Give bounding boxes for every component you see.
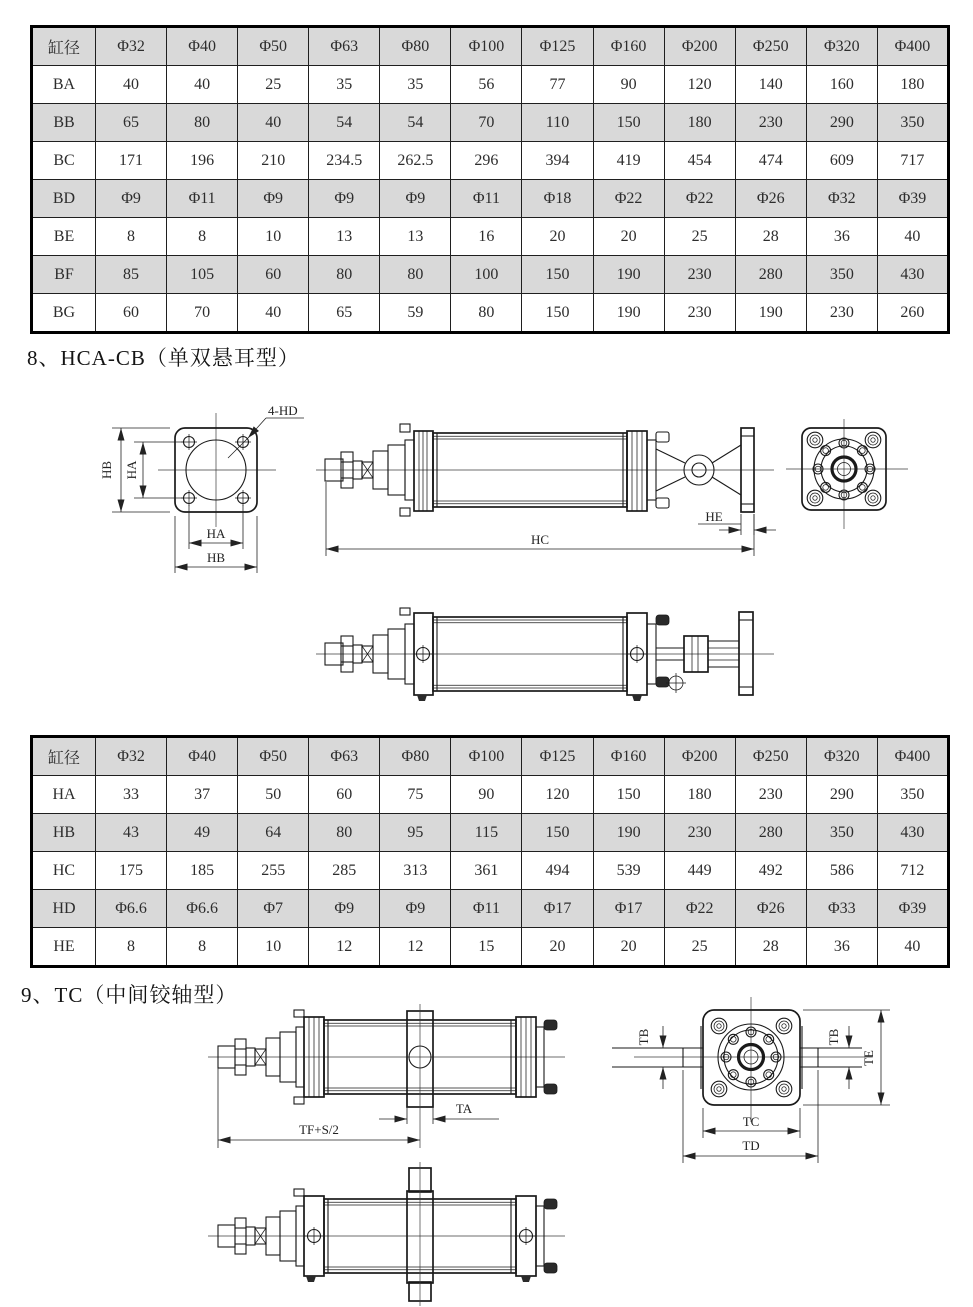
value-cell: Φ11 <box>451 890 522 928</box>
value-cell: 95 <box>380 814 451 852</box>
bore-size-header: Φ400 <box>877 27 948 66</box>
row-label-cell: BA <box>32 66 96 104</box>
value-cell: 210 <box>238 142 309 180</box>
value-cell: 90 <box>451 776 522 814</box>
position-mark <box>666 673 686 693</box>
value-cell: 150 <box>522 814 593 852</box>
section9-drawings <box>0 995 973 1307</box>
value-cell: 609 <box>806 142 877 180</box>
value-cell: 60 <box>238 256 309 294</box>
value-cell: 290 <box>806 776 877 814</box>
dim-label-hb-bottom: HB <box>206 550 226 565</box>
bore-size-header: Φ50 <box>238 27 309 66</box>
value-cell: 150 <box>522 294 593 333</box>
value-cell: 8 <box>167 218 238 256</box>
value-cell: 234.5 <box>309 142 380 180</box>
bore-size-header: Φ40 <box>167 27 238 66</box>
value-cell: 12 <box>380 928 451 967</box>
front-cap <box>400 608 433 701</box>
value-cell: 140 <box>735 66 806 104</box>
bore-size-header: Φ50 <box>238 737 309 776</box>
value-cell: 394 <box>522 142 593 180</box>
value-cell: 115 <box>451 814 522 852</box>
dim-label-tb-left: TB <box>636 1028 651 1046</box>
table-row <box>32 256 949 294</box>
value-cell: 190 <box>593 814 664 852</box>
table-row <box>32 928 949 967</box>
row-label-cell: BF <box>32 256 96 294</box>
value-cell: 20 <box>593 928 664 967</box>
value-cell: 75 <box>380 776 451 814</box>
bore-size-header: Φ32 <box>96 737 167 776</box>
bore-size-header: Φ125 <box>522 737 593 776</box>
value-cell: 25 <box>238 66 309 104</box>
value-cell: 190 <box>593 256 664 294</box>
value-cell: 65 <box>96 104 167 142</box>
row-label-cell: HD <box>32 890 96 928</box>
value-cell: 40 <box>238 104 309 142</box>
value-cell: Φ6.6 <box>167 890 238 928</box>
value-cell: 85 <box>96 256 167 294</box>
dim-label-ta: TA <box>455 1101 473 1116</box>
value-cell: Φ18 <box>522 180 593 218</box>
value-cell: 539 <box>593 852 664 890</box>
header-row <box>32 27 949 66</box>
value-cell: 10 <box>238 218 309 256</box>
bore-size-header: Φ250 <box>735 27 806 66</box>
spec-table-hca <box>30 735 950 968</box>
value-cell: 120 <box>664 66 735 104</box>
tc-side-view <box>208 1004 565 1148</box>
value-cell: 70 <box>167 294 238 333</box>
value-cell: 40 <box>96 66 167 104</box>
value-cell: 185 <box>167 852 238 890</box>
dim-label-he: HE <box>705 509 723 524</box>
bore-diameter-header: 缸径 <box>32 27 96 66</box>
value-cell: 230 <box>735 776 806 814</box>
value-cell: 33 <box>96 776 167 814</box>
value-cell: 56 <box>451 66 522 104</box>
dim-label-hc: HC <box>530 532 550 547</box>
value-cell: 171 <box>96 142 167 180</box>
table-row <box>32 852 949 890</box>
value-cell: 160 <box>806 66 877 104</box>
value-cell: Φ39 <box>877 890 948 928</box>
value-cell: 80 <box>380 256 451 294</box>
section9-heading: 9、TC（中间铰轴型） <box>21 983 238 1007</box>
value-cell: Φ11 <box>451 180 522 218</box>
value-cell: 15 <box>451 928 522 967</box>
value-cell: 80 <box>167 104 238 142</box>
row-label-cell: HB <box>32 814 96 852</box>
value-cell: Φ9 <box>309 890 380 928</box>
bore-size-header: Φ40 <box>167 737 238 776</box>
value-cell: 712 <box>877 852 948 890</box>
value-cell: 100 <box>451 256 522 294</box>
value-cell: 28 <box>735 928 806 967</box>
value-cell: 80 <box>309 814 380 852</box>
value-cell: 8 <box>96 928 167 967</box>
dim-label-ha-bottom: HA <box>206 526 226 541</box>
bore-size-header: Φ63 <box>309 27 380 66</box>
value-cell: 54 <box>380 104 451 142</box>
value-cell: Φ17 <box>593 890 664 928</box>
value-cell: Φ26 <box>735 890 806 928</box>
tc-top-view <box>208 1162 565 1306</box>
value-cell: 230 <box>806 294 877 333</box>
value-cell: 190 <box>735 294 806 333</box>
front-cap <box>294 1189 324 1282</box>
value-cell: 80 <box>451 294 522 333</box>
bore-size-header: Φ200 <box>664 27 735 66</box>
value-cell: Φ11 <box>167 180 238 218</box>
value-cell: 196 <box>167 142 238 180</box>
dim-label-ha-left: HA <box>124 460 139 480</box>
value-cell: 230 <box>664 256 735 294</box>
bore-size-header: Φ320 <box>806 737 877 776</box>
value-cell: 350 <box>806 256 877 294</box>
value-cell: 70 <box>451 104 522 142</box>
header-row <box>32 737 949 776</box>
value-cell: 454 <box>664 142 735 180</box>
value-cell: 717 <box>877 142 948 180</box>
row-label-cell: BD <box>32 180 96 218</box>
row-label-cell: HE <box>32 928 96 967</box>
spec-table-cb <box>30 25 950 334</box>
rear-cap <box>627 613 669 701</box>
value-cell: 59 <box>380 294 451 333</box>
bore-size-header: Φ80 <box>380 737 451 776</box>
row-label-cell: BG <box>32 294 96 333</box>
value-cell: 150 <box>593 104 664 142</box>
value-cell: 290 <box>806 104 877 142</box>
value-cell: 36 <box>806 928 877 967</box>
value-cell: Φ9 <box>238 180 309 218</box>
value-cell: 10 <box>238 928 309 967</box>
trunnion-block <box>407 1004 433 1148</box>
bore-size-header: Φ320 <box>806 27 877 66</box>
value-cell: 20 <box>522 218 593 256</box>
value-cell: 25 <box>664 218 735 256</box>
hole-callout-label: 4-HD <box>268 403 298 418</box>
value-cell: Φ9 <box>309 180 380 218</box>
value-cell: 40 <box>877 218 948 256</box>
value-cell: Φ26 <box>735 180 806 218</box>
trunnion-block <box>407 1162 433 1306</box>
value-cell: 16 <box>451 218 522 256</box>
value-cell: 8 <box>167 928 238 967</box>
value-cell: Φ39 <box>877 180 948 218</box>
value-cell: Φ7 <box>238 890 309 928</box>
value-cell: 430 <box>877 256 948 294</box>
value-cell: 35 <box>380 66 451 104</box>
value-cell: 190 <box>593 294 664 333</box>
value-cell: 120 <box>522 776 593 814</box>
bore-size-header: Φ160 <box>593 737 664 776</box>
value-cell: 60 <box>96 294 167 333</box>
value-cell: Φ6.6 <box>96 890 167 928</box>
value-cell: Φ22 <box>664 180 735 218</box>
section8-heading: 8、HCA-CB（单双悬耳型） <box>27 346 300 370</box>
row-label-cell: HA <box>32 776 96 814</box>
value-cell: 105 <box>167 256 238 294</box>
value-cell: 36 <box>806 218 877 256</box>
table-row <box>32 814 949 852</box>
table-row <box>32 776 949 814</box>
value-cell: Φ9 <box>380 890 451 928</box>
bore-size-header: Φ250 <box>735 737 806 776</box>
value-cell: Φ22 <box>664 890 735 928</box>
value-cell: 28 <box>735 218 806 256</box>
value-cell: 255 <box>238 852 309 890</box>
tc-end-view <box>612 997 890 1163</box>
dim-label-td: TD <box>742 1138 760 1153</box>
value-cell: 180 <box>664 776 735 814</box>
value-cell: 180 <box>664 104 735 142</box>
value-cell: 350 <box>877 104 948 142</box>
value-cell: 586 <box>806 852 877 890</box>
value-cell: 40 <box>238 294 309 333</box>
value-cell: 180 <box>877 66 948 104</box>
value-cell: 65 <box>309 294 380 333</box>
bore-size-header: Φ32 <box>96 27 167 66</box>
value-cell: 492 <box>735 852 806 890</box>
dim-label-tc: TC <box>742 1114 760 1129</box>
value-cell: Φ32 <box>806 180 877 218</box>
value-cell: 80 <box>309 256 380 294</box>
value-cell: 43 <box>96 814 167 852</box>
value-cell: 285 <box>309 852 380 890</box>
table-row <box>32 294 949 333</box>
value-cell: 280 <box>735 814 806 852</box>
flange-front-view <box>99 403 304 573</box>
value-cell: 262.5 <box>380 142 451 180</box>
table-row <box>32 142 949 180</box>
value-cell: 13 <box>380 218 451 256</box>
value-cell: Φ22 <box>593 180 664 218</box>
rod-end-flange <box>739 612 753 695</box>
value-cell: 419 <box>593 142 664 180</box>
bore-size-header: Φ400 <box>877 737 948 776</box>
value-cell: 60 <box>309 776 380 814</box>
value-cell: 350 <box>806 814 877 852</box>
value-cell: 35 <box>309 66 380 104</box>
table-row <box>32 218 949 256</box>
value-cell: 260 <box>877 294 948 333</box>
value-cell: 110 <box>522 104 593 142</box>
value-cell: 77 <box>522 66 593 104</box>
cylinder-top-view-single-ear <box>316 608 774 701</box>
value-cell: 13 <box>309 218 380 256</box>
value-cell: 150 <box>593 776 664 814</box>
value-cell: 280 <box>735 256 806 294</box>
value-cell: 313 <box>380 852 451 890</box>
value-cell: 20 <box>522 928 593 967</box>
dim-label-hb-left: HB <box>99 460 114 480</box>
value-cell: 230 <box>664 814 735 852</box>
rear-cap <box>516 1196 557 1282</box>
value-cell: 54 <box>309 104 380 142</box>
value-cell: 90 <box>593 66 664 104</box>
value-cell: Φ33 <box>806 890 877 928</box>
value-cell: 350 <box>877 776 948 814</box>
row-label-cell: BC <box>32 142 96 180</box>
rear-cap <box>627 431 669 511</box>
value-cell: 175 <box>96 852 167 890</box>
bore-size-header: Φ100 <box>451 27 522 66</box>
table-row <box>32 104 949 142</box>
table-row <box>32 180 949 218</box>
value-cell: Φ17 <box>522 890 593 928</box>
bore-diameter-header: 缸径 <box>32 737 96 776</box>
value-cell: 361 <box>451 852 522 890</box>
bore-size-header: Φ125 <box>522 27 593 66</box>
row-label-cell: BE <box>32 218 96 256</box>
value-cell: 25 <box>664 928 735 967</box>
row-label-cell: BB <box>32 104 96 142</box>
value-cell: 230 <box>735 104 806 142</box>
value-cell: 8 <box>96 218 167 256</box>
bore-size-header: Φ200 <box>664 737 735 776</box>
bore-size-header: Φ100 <box>451 737 522 776</box>
dim-label-tb-right: TB <box>826 1028 841 1046</box>
value-cell: 40 <box>877 928 948 967</box>
value-cell: 40 <box>167 66 238 104</box>
value-cell: 230 <box>664 294 735 333</box>
dim-label-tf-s2: TF+S/2 <box>299 1122 339 1137</box>
dim-label-te: TE <box>861 1050 876 1066</box>
bore-size-header: Φ160 <box>593 27 664 66</box>
cylinder-side-view <box>316 424 776 556</box>
value-cell: Φ9 <box>96 180 167 218</box>
value-cell: 37 <box>167 776 238 814</box>
value-cell: Φ9 <box>380 180 451 218</box>
value-cell: 20 <box>593 218 664 256</box>
value-cell: 449 <box>664 852 735 890</box>
value-cell: 474 <box>735 142 806 180</box>
flange-rear-view <box>786 419 908 529</box>
value-cell: 430 <box>877 814 948 852</box>
table-row <box>32 890 949 928</box>
section8-drawings <box>0 380 973 725</box>
value-cell: 12 <box>309 928 380 967</box>
value-cell: 150 <box>522 256 593 294</box>
value-cell: 49 <box>167 814 238 852</box>
value-cell: 296 <box>451 142 522 180</box>
bore-size-header: Φ63 <box>309 737 380 776</box>
bore-size-header: Φ80 <box>380 27 451 66</box>
row-label-cell: HC <box>32 852 96 890</box>
value-cell: 64 <box>238 814 309 852</box>
value-cell: 50 <box>238 776 309 814</box>
table-row <box>32 66 949 104</box>
value-cell: 494 <box>522 852 593 890</box>
